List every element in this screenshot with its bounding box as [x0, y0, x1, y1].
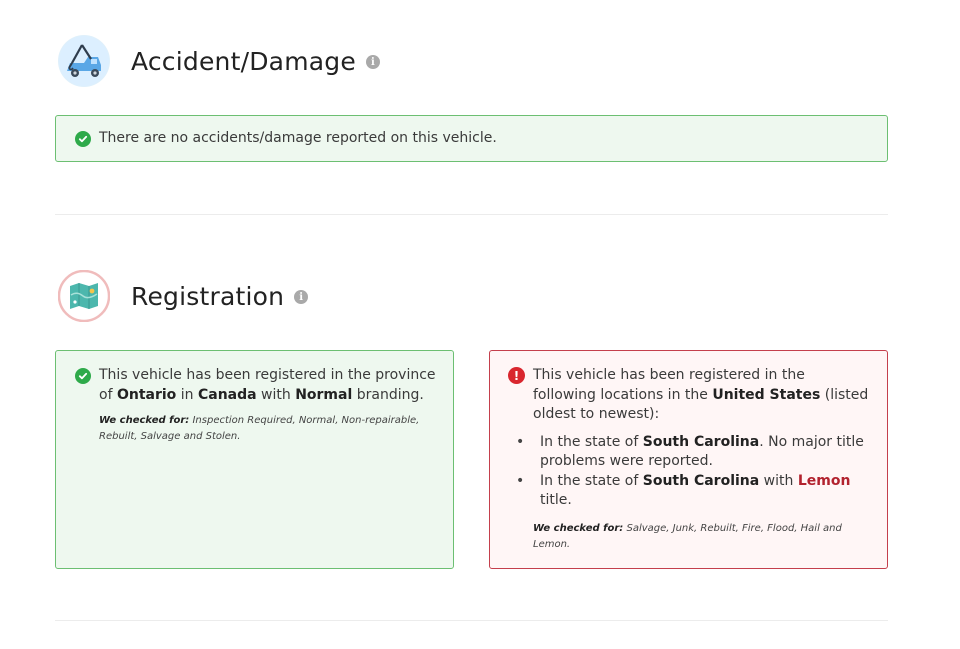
accident-section-title: Accident/Damage: [131, 46, 356, 76]
lemon-brand: Lemon: [797, 472, 851, 489]
accident-section-header: [58, 35, 380, 87]
usa-registration-box: [489, 350, 888, 569]
canada-registration-message: This vehicle has been registered in the province of Ontario in Canada with Normal branding.: [99, 367, 436, 403]
info-icon[interactable]: i: [294, 290, 308, 304]
tow-truck-icon: [58, 35, 110, 87]
usa-checked-for: We checked for: Salvage, Junk, Rebuilt, Fire, Flood, Hail and Lemon.: [533, 522, 842, 550]
check-circle-icon: [75, 131, 91, 147]
country-name: United States: [712, 386, 821, 403]
info-icon[interactable]: i: [366, 55, 380, 69]
section-divider: [55, 620, 888, 621]
registration-locations-list: [508, 433, 871, 511]
usa-registration-message: This vehicle has been registered in the following locations in the United States (listed oldest to newest):: [533, 367, 869, 422]
accident-status-box: [55, 115, 888, 162]
registration-section-header: [58, 270, 308, 322]
registration-section-title: Registration: [131, 281, 285, 311]
state-name: South Carolina: [642, 472, 760, 489]
canada-registration-box: [55, 350, 454, 569]
list-item: • In the state of South Carolina with Lemon title.: [540, 472, 871, 511]
section-divider: [55, 214, 888, 215]
state-name: South Carolina: [642, 433, 760, 450]
check-circle-icon: [75, 368, 91, 384]
province-name: Ontario: [116, 386, 177, 403]
canada-checked-for: We checked for: Inspection Required, Normal, Non-repairable, Rebuilt, Salvage and Stolen.: [99, 415, 420, 442]
country-name: Canada: [197, 386, 257, 403]
branding-name: Normal: [295, 386, 353, 403]
alert-circle-icon: !: [508, 367, 525, 384]
accident-status-message: There are no accidents/damage reported on this vehicle.: [99, 130, 497, 146]
map-icon: [58, 270, 110, 322]
list-item: • In the state of South Carolina. No major title problems were reported.: [540, 433, 871, 472]
